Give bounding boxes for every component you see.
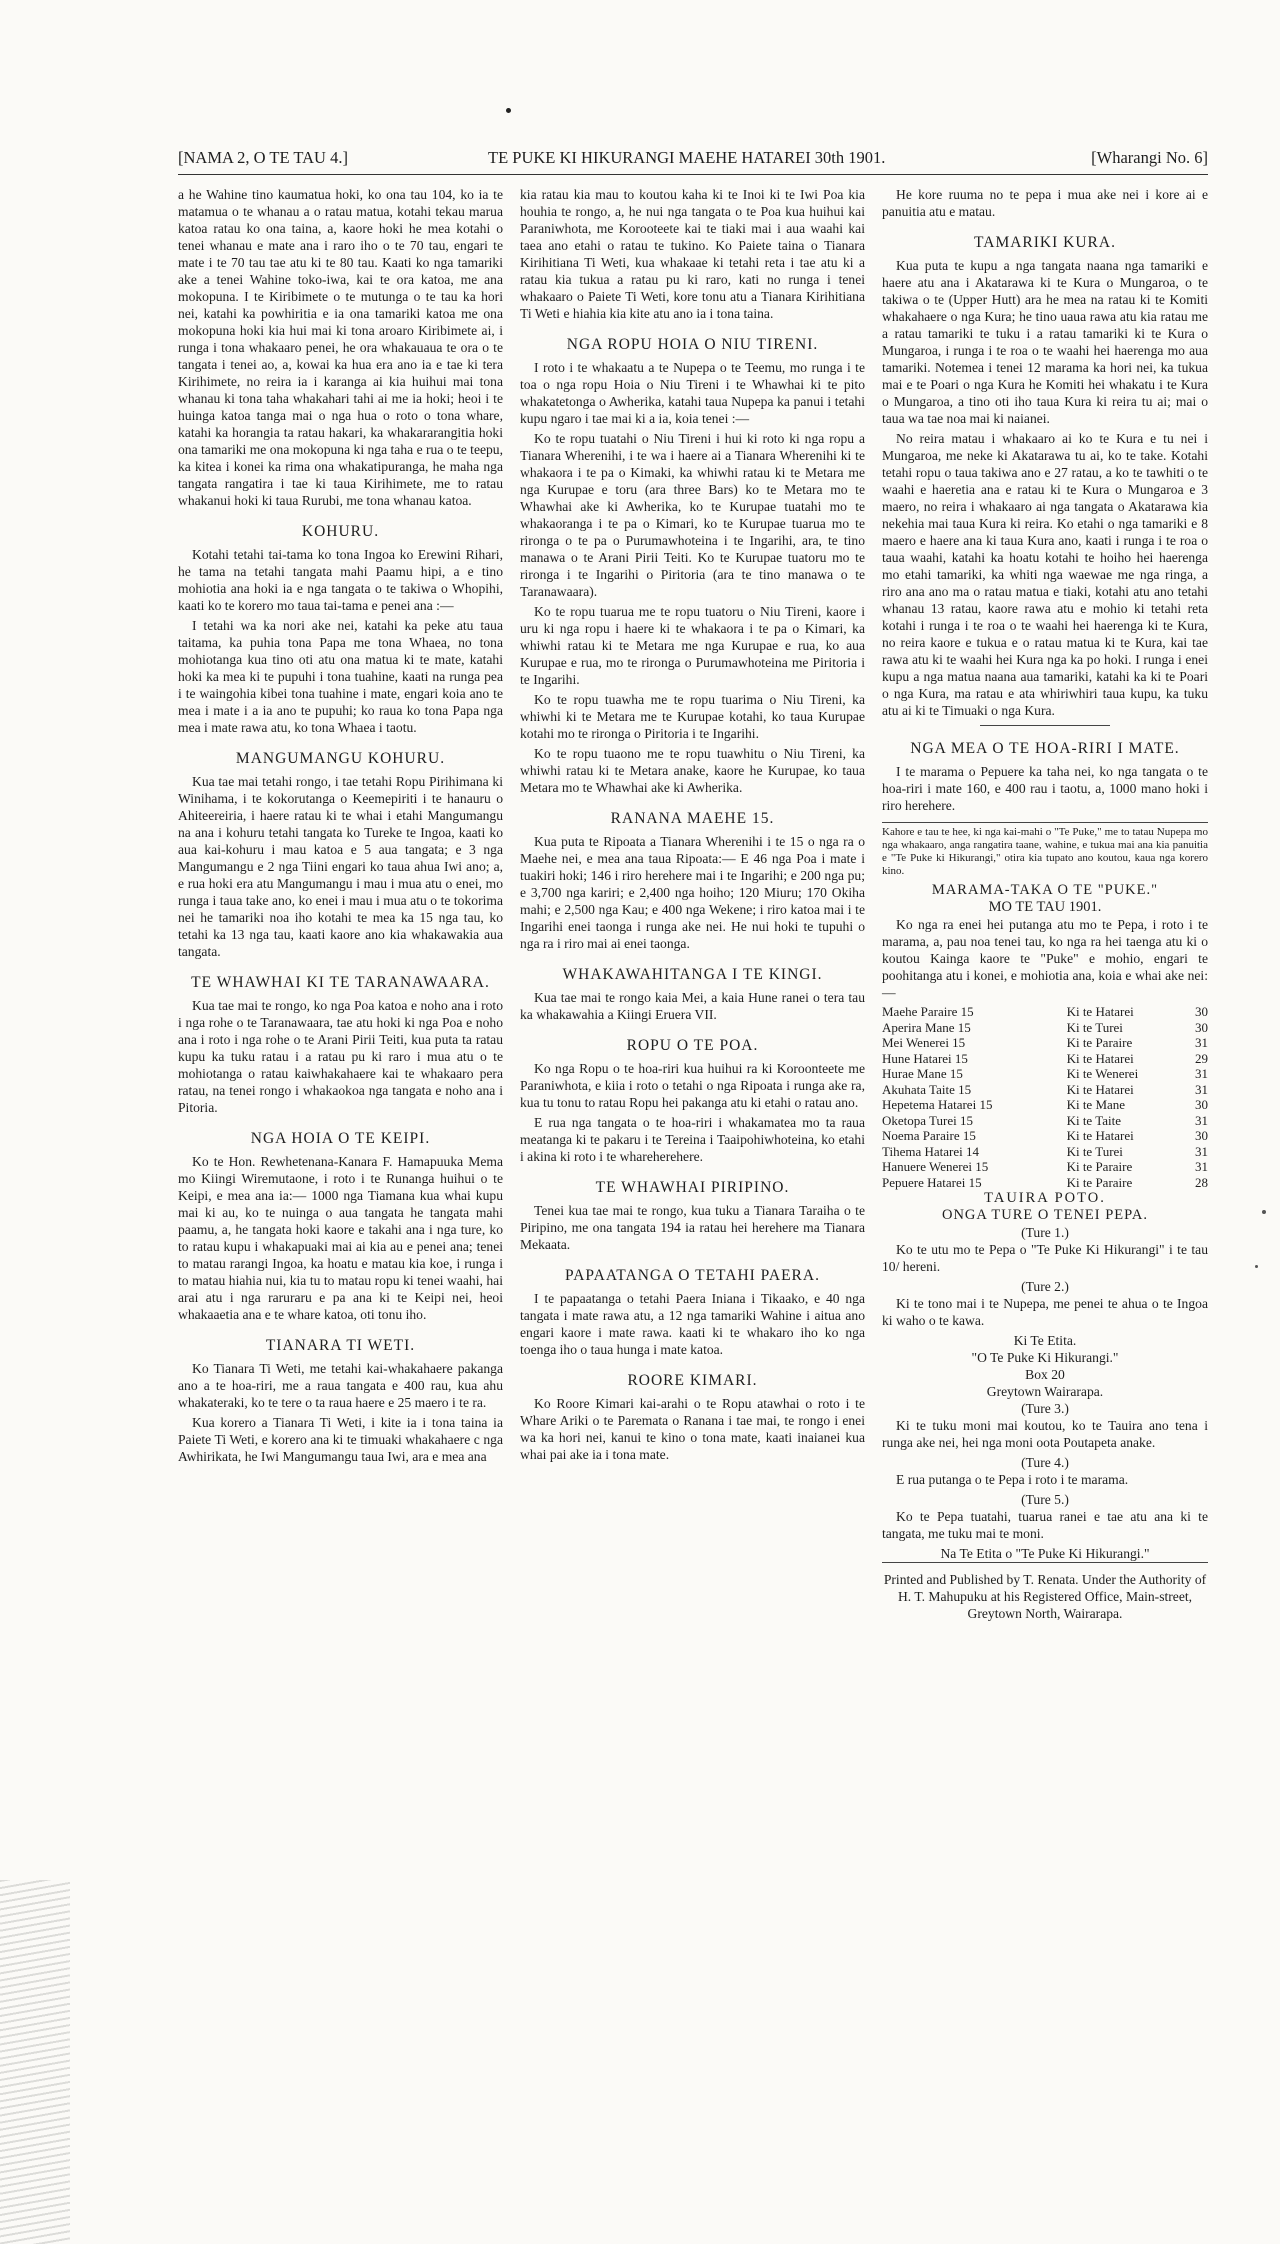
schedule-end: Ki te Paraire bbox=[1066, 1174, 1133, 1190]
printer-imprint: Printed and Published by T. Renata. Under the Authority of H. T. Mahupuku at his Registered Office, Main-street, Greytown North, Wairarapa. bbox=[883, 1572, 1207, 1621]
schedule-day: 30 bbox=[1195, 1019, 1208, 1035]
schedule-end: Ki te Paraire bbox=[1066, 1035, 1133, 1050]
heading-piripino: TE WHAWHAI PIRIPINO. bbox=[595, 1179, 790, 1196]
schedule-day: 30 bbox=[1195, 1004, 1208, 1019]
schedule-end: Ki te Turei bbox=[1066, 1143, 1123, 1159]
rule-5-label: (Ture 5.) bbox=[1021, 1492, 1069, 1507]
schedule-end: Ki te Wenerei bbox=[1066, 1066, 1139, 1081]
editorial-notice: Kahore e tau te hee, ki nga kai-mahi o "Te Puke," me to tatau Nupepa mo nga whakaaro, anga rangatira taane, wahine, e tukua mai ana kia panuitia e "Te Puke ki Hikurangi," otira kia tupato ano koutou, kaua nga korero kino. bbox=[882, 822, 1208, 878]
calendar-subtitle: MO TE TAU 1901. bbox=[988, 899, 1102, 915]
schedule-end: Ki te Hatarei bbox=[1066, 1004, 1134, 1019]
address-line: Box 20 bbox=[1025, 1367, 1065, 1382]
schedule-end: Ki te Paraire bbox=[1066, 1159, 1133, 1174]
schedule-start: Oketopa Turei 15 bbox=[882, 1112, 973, 1128]
address-line: Greytown Wairarapa. bbox=[986, 1384, 1104, 1399]
heading-kohuru: KOHURU. bbox=[301, 523, 380, 540]
heading-ranana: RANANA MAEHE 15. bbox=[610, 810, 775, 827]
print-speck bbox=[1262, 1210, 1266, 1214]
schedule-row bbox=[882, 1066, 1208, 1082]
paragraph: Ko Tianara Ti Weti, me tetahi kai-whakahaere pakanga ano a te hoa-riri, me a raua tangata e 400 rau, kua ahu whakateraki, ko te tere o ta raua haere e 25 maero i te ra. bbox=[178, 1361, 503, 1410]
paragraph: I roto i te whakaatu a te Nupepa o te Teemu, mo runga i te toa o nga ropu Hoia o Niu Tireni i te Whawhai ki te pito whakatetonga o Awherika, katahi taua Nupepa ka panui i tetahi kupu ngaro i tae mai ki a ia, koia tenei :— bbox=[520, 360, 865, 426]
schedule-day: 31 bbox=[1195, 1035, 1208, 1050]
schedule-start: Akuhata Taite 15 bbox=[882, 1081, 972, 1097]
article-continuation: kia ratau kia mau to koutou kaha ki te Inoi ki te Iwi Poa kia houhia te rongo, a, he nui nga tangata o te Poa kua huihui kai Paraniwhota, me Korooteete kai te tiaki mai i aua waahi kai taea ano etahi o ratau te tukino. Ko Paiete taina o Tianara Kirihitiana Ti Weti, kua whakaae ki tetahi reta i tae atu ki a ratau kia tukua a ratau pu ki raro, kati no runga i tenei whakaaro o Paiete Ti Weti, kore tonu atu a Tianara Kirihitiana Ti Weti e hiahia kia kite atu ano ia i tona taina. bbox=[520, 187, 865, 321]
heading-kingi: WHAKAWAHITANGA I TE KINGI. bbox=[562, 966, 823, 983]
schedule-row bbox=[882, 1175, 1208, 1191]
rule-2-text: Ki te tono mai i te Nupepa, me penei te ahua o te Ingoa ki waho o te kawa. bbox=[882, 1296, 1208, 1328]
divider bbox=[980, 725, 1110, 726]
schedule-end: Ki te Hatarei bbox=[1066, 1081, 1134, 1097]
paragraph: Kua tae mai te rongo, ko nga Poa katoa e noho ana i roto i nga rohe o te Taranawaara, tae atu hoki ki nga Poa e noho ana i roto i nga rohe o te Arani Pirii Teiti, kua puta ta ratau kupu ka tuku ratau i a ratau pu ki raro i mua atu o te mohiotanga o ratau kaiwhakahaere kai te whakaaro pera ratau, na tenei rongo i whakaokoa nga tangata e noho ana i Pitoria. bbox=[178, 998, 503, 1115]
schedule-end: Ki te Taite bbox=[1066, 1112, 1122, 1128]
schedule-row bbox=[882, 1128, 1208, 1144]
rule-2-label: (Ture 2.) bbox=[1021, 1279, 1069, 1294]
rule-5-text: Ko te Pepa tuatahi, tuarua ranei e tae atu ana ki te tangata, me tuku mai te moni. bbox=[882, 1509, 1208, 1541]
column-3 bbox=[882, 186, 1208, 1625]
rule-3-label: (Ture 3.) bbox=[1021, 1401, 1069, 1416]
schedule-start: Maehe Paraire 15 bbox=[882, 1004, 974, 1019]
heading-paera: PAPAATANGA O TETAHI PAERA. bbox=[565, 1267, 820, 1284]
heading-mangumangu: MANGUMANGU KOHURU. bbox=[235, 750, 446, 767]
schedule-row bbox=[882, 1082, 1208, 1098]
schedule-day: 31 bbox=[1195, 1112, 1208, 1128]
masthead-date: TE PUKE KI HIKURANGI MAEHE HATAREI 30th 1901. bbox=[488, 148, 886, 167]
schedule-row bbox=[882, 1113, 1208, 1129]
article-continuation: He kore ruuma no te pepa i mua ake nei i kore ai e panuitia atu e matau. bbox=[882, 187, 1208, 219]
header-rule bbox=[178, 174, 1208, 175]
heading-ropu-poa: ROPU O TE POA. bbox=[626, 1037, 759, 1054]
paragraph: E rua nga tangata o te hoa-riri i whakamatea mo ta raua meatanga ki te pakaru i te Tereina i Taaipohiwhoteina, ko etahi i akina ki roto i te whareherehere. bbox=[520, 1115, 865, 1164]
heading-tamariki-kura: TAMARIKI KURA. bbox=[974, 234, 1116, 251]
schedule-start: Mei Wenerei 15 bbox=[882, 1035, 966, 1050]
schedule-start: Pepuere Hatarei 15 bbox=[882, 1174, 982, 1190]
address-line: "O Te Puke Ki Hikurangi." bbox=[971, 1350, 1119, 1365]
paragraph: Ko te ropu tuatahi o Niu Tireni i hui ki roto ki nga ropu a Tianara Wherenihi, i te wa i haere ai a Tianara Wherenihi ki te whakaora i te pa o Kimaki, ka whiwhi ratau ki te Metara me nga Kurupae e toru (ara three Bars) ko te Metara mo te Whawhai ake ki Awherika, ko te Kurupae tuatahi mo te whakaoranga i te pa o Kimari, ko te Kurupae tuarua mo te rironga o te pa o Purumawhoteina i te Ingarihi, ara, te tino manawa o te Arani Pirii Teiti. Ko te Kurupae tuatoru mo te rironga i te Ingarihi o Piritoria (ara te tino manawa o te Taranawaara). bbox=[520, 431, 865, 599]
publication-schedule bbox=[882, 1004, 1208, 1190]
schedule-row bbox=[882, 1020, 1208, 1036]
print-mark bbox=[506, 108, 511, 113]
schedule-end: Ki te Hatarei bbox=[1066, 1050, 1134, 1066]
paragraph: Ko te ropu tuarua me te ropu tuatoru o Niu Tireni, kaore i uru ki nga ropu i haere ki te whakaora i te pa o Kimari, ka whiwhi ratau ki te Metara me nga Kurupae e rua, ko aua Kurupae e rua, mo te rironga o Purumawhoteina me Piritoria i te Ingarihi. bbox=[520, 604, 865, 687]
paragraph: I tetahi wa ka nori ake nei, katahi ka peke atu taua taitama, ka puhia tona Papa me tona Whaea, no tona mohiotanga kua tino oti atu ona matua ki te mate, katahi hoki ka mea ki te pupuhi i tona tuahine, kaati na runga pea i te waingohia kibei tona tuahine i mate, engari koia ano te mea i mate i a ia ano te pupuhi; ko raua ko tona Papa nga mea i mate rawa atu, ko tona Whaea i taotu. bbox=[178, 618, 503, 735]
calendar-title: MARAMA-TAKA O TE "PUKE." bbox=[931, 882, 1159, 898]
heading-keipi: NGA HOIA O TE KEIPI. bbox=[250, 1130, 431, 1147]
paragraph: Tenei kua tae mai te rongo, kua tuku a Tianara Taraiha o te Piripino, me ona tangata 194 ia ratau hei herehere ma Tianara Mekaata. bbox=[520, 1203, 865, 1252]
schedule-start: Aperira Mane 15 bbox=[882, 1019, 971, 1035]
article-continuation: a he Wahine tino kaumatua hoki, ko ona tau 104, ko ia te matamua o te whanau a o ratau matua, kotahi tekau marua katoa ratau ko ona taina, a, kaore hoki he mea kotahi o tenei whanau e mate ana i raro iho o te 70 tau, engari te mate i te 70 tau tae atu ki te 80 tau. Kaati ko nga tamariki ake a tenei Wahine toko-iwa, kai te ora katoa, me ana mokopuna. I te Kiribimete o te mutunga o te tau ka hori nei, katahi ka powhiritia e ia ona tamariki katoa me ona mokopuna hoki kia hui mai ki tona aroaro Kiribimete ai, i runga i tona whakaaro penei, he ora whakauaua te ora o te tangata i tenei ao, a, kowai ka hua era ano ia e tae ki tera Kirihimete, no reira ia i karanga ai kia huihui mai tona whanau ki tona taha whakahari tahi ai me ia hoki; heoi i te huinga katoa tanga mai o nga hua o roto o tona whare, katahi ka horangia ta ratau hakari, ka whakararangitia hoki ona tamariki me ona mokopuna ki nga taha e rua o te teepu, ka kitea i konei ka rima ona whakatipuranga, he maha nga tangata rangatira i tae ki taua Kirihimete, me to ratau whakanui hoki ki taua Rurubi, me tona whanau katoa. bbox=[178, 187, 504, 508]
schedule-day: 29 bbox=[1195, 1050, 1208, 1066]
schedule-row bbox=[882, 1035, 1208, 1051]
paragraph: Ko te Hon. Rewhetenana-Kanara F. Hamapuuka Mema mo Kiingi Wiremutaone, i roto i te Runanga huihui o te Keipi, e mea ana ia:— 1000 nga Tiamana kua whai kupu mai ki au, ko te nuinga o aua tangata he tangata mahi paamu, a, he tangata hoki kaore e takahi ana i nga ture, ko to ratau kupu i whakapuaki mai ai kia au e penei ana; tenei to matau rarangi Ingoa, ka hoatu e matau kia koe, i runga i to matau hiahia nui, kia tu to matau ropu ki tenei waahi, hai arai atu i nga raruraru e pa ana ki te Keipi nei, heoi whakaaetia ana e te whare katoa, oti tonu iho. bbox=[178, 1154, 503, 1322]
schedule-day: 30 bbox=[1195, 1097, 1208, 1112]
schedule-end: Ki te Mane bbox=[1066, 1097, 1126, 1112]
tauira-heading: TAUIRA POTO. bbox=[984, 1190, 1106, 1206]
schedule-day: 31 bbox=[1195, 1143, 1208, 1159]
column-1 bbox=[178, 186, 503, 1468]
paragraph: Kua puta te kupu a nga tangata naana nga tamariki e haere atu ana i Akatarawa ki te Kura o Mungaroa, o te takiwa o te (Upper Hutt) ara he mea na ratau ki te Komiti whakahaere o nga Kura; he tino uaua rawa atu kia ratau me a ratau tamariki te tuku i a ratau tamariki ki te Kura o Mungaroa, i runga i te roa o te waahi hei haerenga mo aua tamariki. Notemea i tenei 12 marama ka hori nei, ka tukua mai e te Poari o nga Kura he Komiti hei whakatu i te Kura o Mungaroa, a tino oti iho taua Kura ki reira tu ai; mai o taua wa tae noa mai ki naianei. bbox=[882, 258, 1208, 426]
torn-edge bbox=[0, 1880, 70, 2244]
schedule-day: 31 bbox=[1195, 1066, 1208, 1081]
schedule-start: Hanuere Wenerei 15 bbox=[882, 1159, 989, 1174]
heading-taranawaara: TE WHAWHAI KI TE TARANAWAARA. bbox=[191, 974, 490, 991]
rule-4-label: (Ture 4.) bbox=[1021, 1455, 1069, 1470]
rule-1-label: (Ture 1.) bbox=[1021, 1225, 1069, 1240]
schedule-row bbox=[882, 1144, 1208, 1160]
schedule-start: Noema Paraire 15 bbox=[882, 1128, 976, 1143]
schedule-start: Hurae Mane 15 bbox=[882, 1066, 963, 1081]
paragraph: Ko te ropu tuawha me te ropu tuarima o Niu Tireni, ka whiwhi ki te Metara me te Kurupae kotahi, ko taua Kurupae kotahi mo te rironga o Piritoria i te Ingarihi. bbox=[520, 692, 865, 741]
schedule-day: 30 bbox=[1195, 1128, 1208, 1143]
schedule-start: Hune Hatarei 15 bbox=[882, 1050, 968, 1066]
schedule-end: Ki te Turei bbox=[1066, 1019, 1123, 1035]
paragraph: I te papaatanga o tetahi Paera Iniana i Tikaako, e 40 nga tangata i mate rawa atu, a 12 nga tamariki Wahine i aitua ano engari kaore i mate rawa. kaati ki te whakaro iho ko nga toenga iho o taua hunga i mate katoa. bbox=[520, 1291, 865, 1357]
schedule-row bbox=[882, 1159, 1208, 1175]
paragraph: Kua puta te Ripoata a Tianara Wherenihi i te 15 o nga ra o Maehe nei, e mea ana taua Ripoata:— E 46 nga Poa i mate i tuakiri hoki; 146 i riro herehere mai i te Ingarihi; e 200 nga pu; e 3,700 nga kariri; e 2,400 nga hoiho; 120 Miuru; 170 Okiha mahi; e 2,500 nga Kau; e 400 nga Wekene; i riro katoa mai i te Ingarihi enei taonga i runga ake nei. He nui hoki te tupuhi o nga ra i riro mai ai enei taonga. bbox=[520, 834, 865, 951]
rule-3-text: Ki te tuku moni mai koutou, ko te Tauira ano tena i runga ake nei, hei nga moni oota Poutapeta anake. bbox=[882, 1418, 1208, 1450]
address-line: Ki Te Etita. bbox=[1013, 1333, 1077, 1348]
column-2 bbox=[520, 186, 865, 1466]
schedule-row bbox=[882, 1097, 1208, 1113]
paragraph: Ko Roore Kimari kai-arahi o te Ropu atawhai o roto i te Whare Ariki o te Paremata o Ranana i tae mai, te rongo i enei wa ka hori nei, kanui te kino o tona mate, kaati inaianei kua whai pai ake ia i tona mate. bbox=[520, 1396, 865, 1462]
schedule-start: Tihema Hatarei 14 bbox=[882, 1143, 979, 1159]
schedule-row bbox=[882, 1004, 1208, 1020]
paragraph: I te marama o Pepuere ka taha nei, ko nga tangata o te hoa-riri i mate 160, e 400 rau i taotu, a, 1000 mano hoki i riro herehere. bbox=[882, 764, 1208, 813]
paragraph: Ko te ropu tuaono me te ropu tuawhitu o Niu Tireni, ka whiwhi ratau ki te Metara anake, kaore he Kurupae, ko taua Metara mo te Whawhai ake ki Awherika. bbox=[520, 746, 865, 795]
page-number: [Wharangi No. 6] bbox=[1091, 148, 1208, 167]
schedule-end: Ki te Hatarei bbox=[1066, 1128, 1134, 1143]
schedule-day: 28 bbox=[1195, 1174, 1208, 1190]
heading-hoa-riri: NGA MEA O TE HOA-RIRI I MATE. bbox=[910, 740, 1180, 757]
rule-4-text: E rua putanga o te Pepa i roto i te marama. bbox=[896, 1472, 1129, 1487]
issue-number: [NAMA 2, O TE TAU 4.] bbox=[178, 148, 348, 167]
schedule-start: Hepetema Hatarei 15 bbox=[882, 1097, 993, 1112]
schedule-day: 31 bbox=[1195, 1081, 1208, 1097]
print-speck bbox=[1255, 1265, 1258, 1268]
paragraph: Ko nga Ropu o te hoa-riri kua huihui ra ki Koroonteete me Paraniwhota, e kiia i roto o tetahi o nga Ripoata i runga ake ra, kua tu tonu to ratau Ropu hei pakanga atu ki etahi o ratau ano. bbox=[520, 1061, 865, 1110]
paragraph: Kua tae mai te rongo kaia Mei, a kaia Hune ranei o tera tau ka whakawahia a Kiingi Eruera VII. bbox=[520, 990, 865, 1022]
paragraph: No reira matau i whakaaro ai ko te Kura e tu nei i Mungaroa, me neke ki Akatarawa tu ai, ko te take. Kotahi tetahi ropu o taua takiwa ano e 27 ratau, a ko te tawhiti o te waahi e haeretia ana e ratau ki te Kura o Mungaroa e 3 maero, no reira i whakaaro ai nga tangata o Akatarawa kia nekehia mai taua Kura ki reira. Ko etahi o nga tamariki e 8 maero e haere ana ki taua Kura ano, kaati i runga i te roa o taua waahi, katahi ka hoatu kotahi te hoiho hei haerenga mo etahi tamariki, ka whiti nga waewae me nga ringa, a riro ana ano ma o ratau matua e tiaki, kotahi atu ano tetahi whanau 13 ratau, kaore rawa atu e mohio ki tetahi reta kotahi i runga i te roa o te waahi hei haerenga ki te Kura, no reira kaore e tukua e o ratau matua ki te Kura, kai tae rawa atu ki te waahi hei Kura nga ka po hoki. I runga i enei kupu a nga matua naana aua tamariki, katahi ka ki te Poari o nga Kura, ma ratau e ata whiriwhiri taua kupu, ka tuku atu ai ki te Timuaki o nga Kura. bbox=[882, 431, 1208, 718]
editor-signature: Na Te Etita o "Te Puke Ki Hikurangi." bbox=[882, 1545, 1208, 1563]
paragraph: Kua korero a Tianara Ti Weti, i kite ia i tona taina ia Paiete Ti Weti, e korero ana ki te timuaki whakahaere c nga Awhirikata, he Iwi Mangumangu taua Iwi, ara e mea ana bbox=[178, 1415, 503, 1464]
schedule-row bbox=[882, 1051, 1208, 1067]
rule-1-text: Ko te utu mo te Pepa o "Te Puke Ki Hikurangi" i te tau 10/ hereni. bbox=[882, 1242, 1208, 1274]
rules-heading: ONGA TURE O TENEI PEPA. bbox=[941, 1207, 1148, 1223]
heading-ropu-hoia: NGA ROPU HOIA O NIU TIRENI. bbox=[566, 336, 819, 353]
paragraph: Kua tae mai tetahi rongo, i tae tetahi Ropu Pirihimana ki Winihama, i te kokorutanga o Keemepiriti i te hanauru o Ahiteereiria, i haere ratau ki te whai i etahi Mangumangu na ana i kohuru tetahi tangata ko Tureke te Ingoa, kaati ko aua kai-kohuru i mau katoa e 5 aua tangata; e 3 nga Mangumangu e 2 nga Tiini engari ko taua ahua Iwi ano; a, e rua hoki era atu Mangumangu i mau i mua atu o enei, mo runga i taua take ano, ko enei i mau i mua atu o te tokorima nei he tamariki noa iho kotahi te mea ka 15 nga tau, ko tetahi ka 13 nga tau, kaati kaore ano kia whakawakia aua tangata. bbox=[178, 774, 503, 959]
heading-kimari: ROORE KIMARI. bbox=[627, 1372, 758, 1389]
paragraph: Kotahi tetahi tai-tama ko tona Ingoa ko Erewini Rihari, he tama na tetahi tangata mahi Paamu hipi, a e tino mohiotia ana hoki ia e nga tangata o te takiwa o Whopihi, kaati ko te korero mo taua tai-tama e penei ana :— bbox=[178, 547, 503, 613]
paragraph: Ko nga ra enei hei putanga atu mo te Pepa, i roto i te marama, a, pau noa tenei tau, ko nga ra hei taenga atu ki o koutou Kainga kaore te "Puke" e mohio, engari te poohitanga atu i konei, e mohiotia ana, koia e whai ake nei:— bbox=[882, 917, 1208, 1000]
heading-ti-weti: TIANARA TI WETI. bbox=[265, 1337, 416, 1354]
schedule-day: 31 bbox=[1195, 1159, 1208, 1174]
